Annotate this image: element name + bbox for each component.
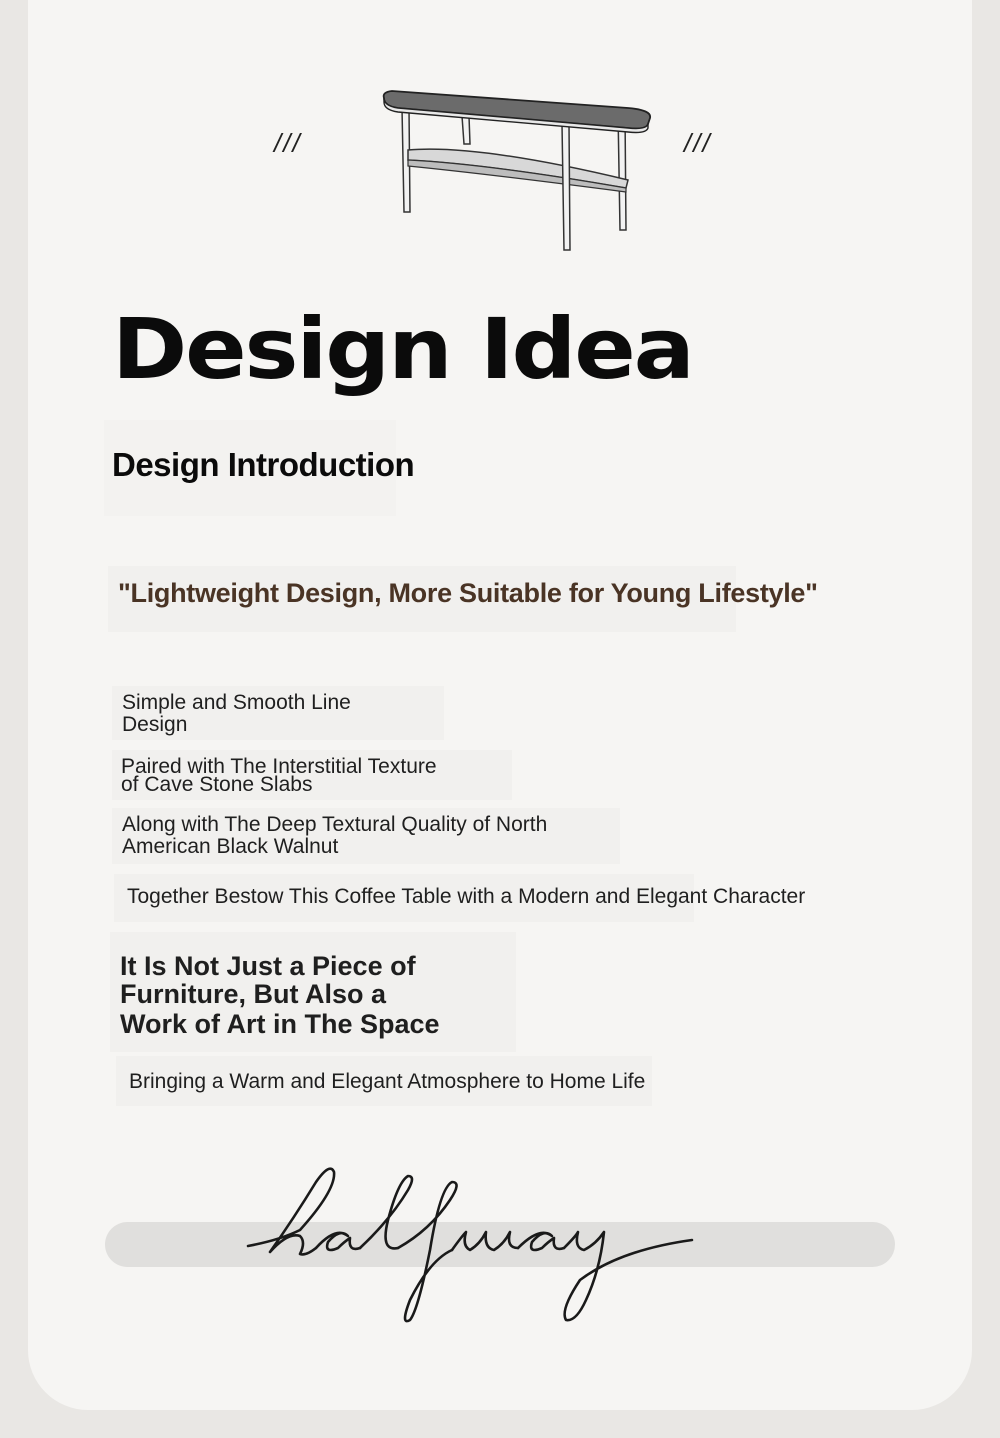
feature-line-4: Together Bestow This Coffee Table with a Modern and Elegant Character xyxy=(127,885,806,908)
art-statement-a: It Is Not Just a Piece of xyxy=(120,951,416,981)
feature-line-2b: of Cave Stone Slabs xyxy=(121,773,313,796)
art-statement-c: Work of Art in The Space xyxy=(120,1009,440,1039)
page-title: Design Idea xyxy=(112,300,693,398)
halfway-signature-logo xyxy=(240,1160,730,1335)
quote-text: "Lightweight Design, More Suitable for Young Lifestyle" xyxy=(118,578,818,608)
closing-line: Bringing a Warm and Elegant Atmosphere to Home Life xyxy=(129,1070,646,1093)
art-statement-b: Furniture, But Also a xyxy=(120,979,387,1009)
coffee-table-illustration xyxy=(378,86,658,256)
feature-line-2 xyxy=(121,755,437,796)
feature-line-3 xyxy=(122,814,547,858)
section-subtitle: Design Introduction xyxy=(112,446,415,483)
feature-line-3a: Along with The Deep Textural Quality of North xyxy=(122,813,548,836)
feature-line-3b: American Black Walnut xyxy=(122,835,339,858)
art-statement xyxy=(120,952,520,1038)
deco-slashes-left: /// xyxy=(274,128,302,158)
feature-line-1a: Simple and Smooth Line xyxy=(122,691,351,714)
feature-line-1b: Design xyxy=(122,713,188,736)
deco-slashes-right: /// xyxy=(684,128,712,158)
feature-line-2a: Paired with The Interstitial Texture xyxy=(121,755,437,778)
feature-line-1 xyxy=(122,692,351,736)
